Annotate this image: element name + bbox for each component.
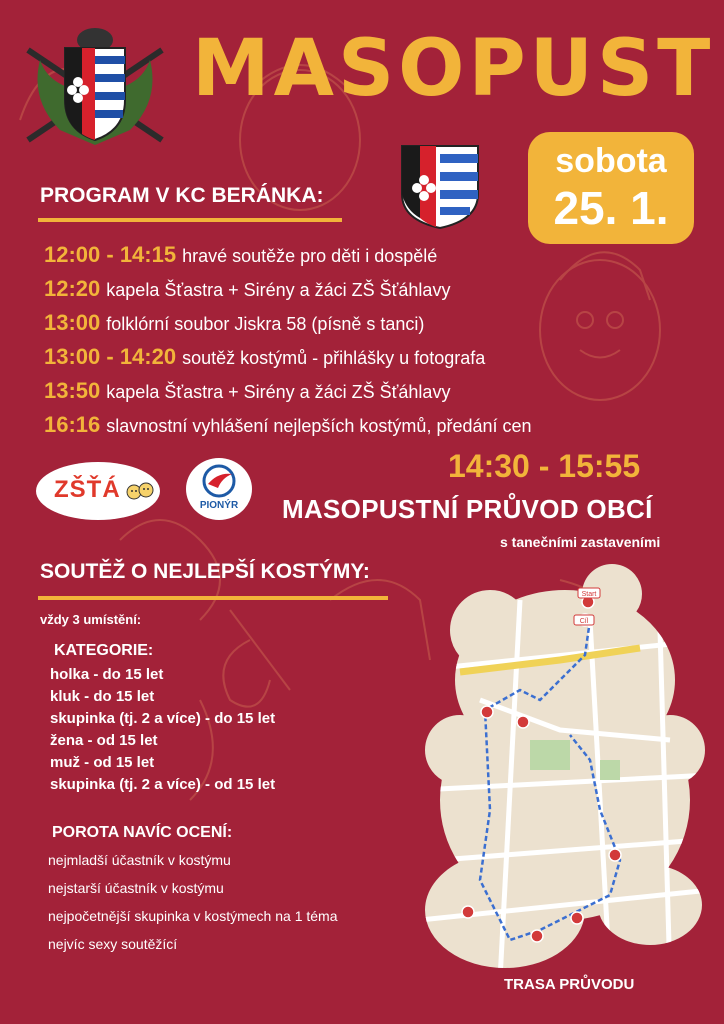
school-logo-text: ZŠŤÁ — [54, 476, 121, 503]
jury-heading: POROTA NAVÍC OCENÍ: — [52, 824, 233, 841]
program-text: soutěž kostýmů - přihlášky u fotografa — [182, 348, 486, 368]
route-label: TRASA PRŮVODU — [504, 976, 635, 993]
jury-item: nejvíc sexy soutěžící — [48, 936, 178, 952]
program-time: 12:00 - 14:15 — [44, 242, 177, 267]
program-item — [44, 306, 532, 340]
coat-of-arms-icon — [400, 144, 480, 230]
date-value: 25. 1. — [553, 182, 669, 234]
pionyr-logo — [186, 458, 252, 520]
category-item: holka - do 15 let — [50, 666, 164, 683]
category-item: žena - od 15 let — [50, 732, 158, 749]
program-list — [44, 238, 532, 442]
program-time: 13:00 — [44, 310, 101, 335]
parade-route-map — [420, 560, 710, 980]
parade-title: MASOPUSTNÍ PRŮVOD OBCÍ — [282, 494, 653, 524]
program-time: 16:16 — [44, 412, 101, 437]
program-text: folklórní soubor Jiskra 58 (písně s tanci) — [106, 314, 425, 334]
map-start-label: Start — [581, 591, 597, 598]
contest-note: vždy 3 umístění: — [40, 612, 142, 627]
parade-subtitle: s tanečními zastaveními — [500, 534, 661, 550]
program-time: 13:00 - 14:20 — [44, 344, 177, 369]
poster-title: MASOPUST — [192, 24, 715, 114]
program-item — [44, 374, 532, 408]
category-item: kluk - do 15 let — [50, 688, 155, 705]
category-item: skupinka (tj. 2 a více) - od 15 let — [50, 776, 276, 793]
program-time: 12:20 — [44, 276, 101, 301]
program-time: 13:50 — [44, 378, 101, 403]
contest-heading-underline — [38, 596, 388, 600]
category-item: muž - od 15 let — [50, 754, 155, 771]
fire-brigade-emblem-icon — [20, 20, 170, 150]
date-badge — [528, 132, 694, 244]
jury-item: nejmladší účastník v kostýmu — [48, 852, 231, 868]
program-text: kapela Šťastra + Sirény a žáci ZŠ Šťáhlavy — [106, 280, 451, 300]
program-item — [44, 272, 532, 306]
parade-time: 14:30 - 15:55 — [448, 448, 641, 484]
pionyr-bird-icon — [200, 464, 238, 498]
date-day: sobota — [555, 142, 667, 180]
category-item: skupinka (tj. 2 a více) - do 15 let — [50, 710, 276, 727]
program-text: kapela Šťastra + Sirény a žáci ZŠ Šťáhlavy — [106, 382, 451, 402]
program-heading-underline — [38, 218, 342, 222]
map-finish-label: Cíl — [579, 618, 589, 625]
categories-heading: KATEGORIE: — [54, 642, 154, 659]
program-text: slavnostní vyhlášení nejlepších kostýmů, předání cen — [106, 416, 532, 436]
program-item — [44, 408, 532, 442]
program-heading: PROGRAM V KC BERÁNKA: — [40, 184, 324, 207]
children-faces-icon — [126, 478, 154, 504]
category-list — [50, 642, 275, 798]
pionyr-logo-text: PIONÝR — [199, 500, 239, 511]
contest-heading: SOUTĚŽ O NEJLEPŠÍ KOSTÝMY: — [40, 560, 370, 583]
program-text: hravé soutěže pro děti i dospělé — [182, 246, 438, 266]
school-logo — [36, 462, 160, 520]
program-item — [44, 238, 532, 272]
program-item — [44, 340, 532, 374]
jury-list — [48, 824, 338, 964]
jury-item: nejpočetnější skupinka v kostýmech na 1 téma — [48, 908, 338, 924]
jury-item: nejstarší účastník v kostýmu — [48, 880, 224, 896]
